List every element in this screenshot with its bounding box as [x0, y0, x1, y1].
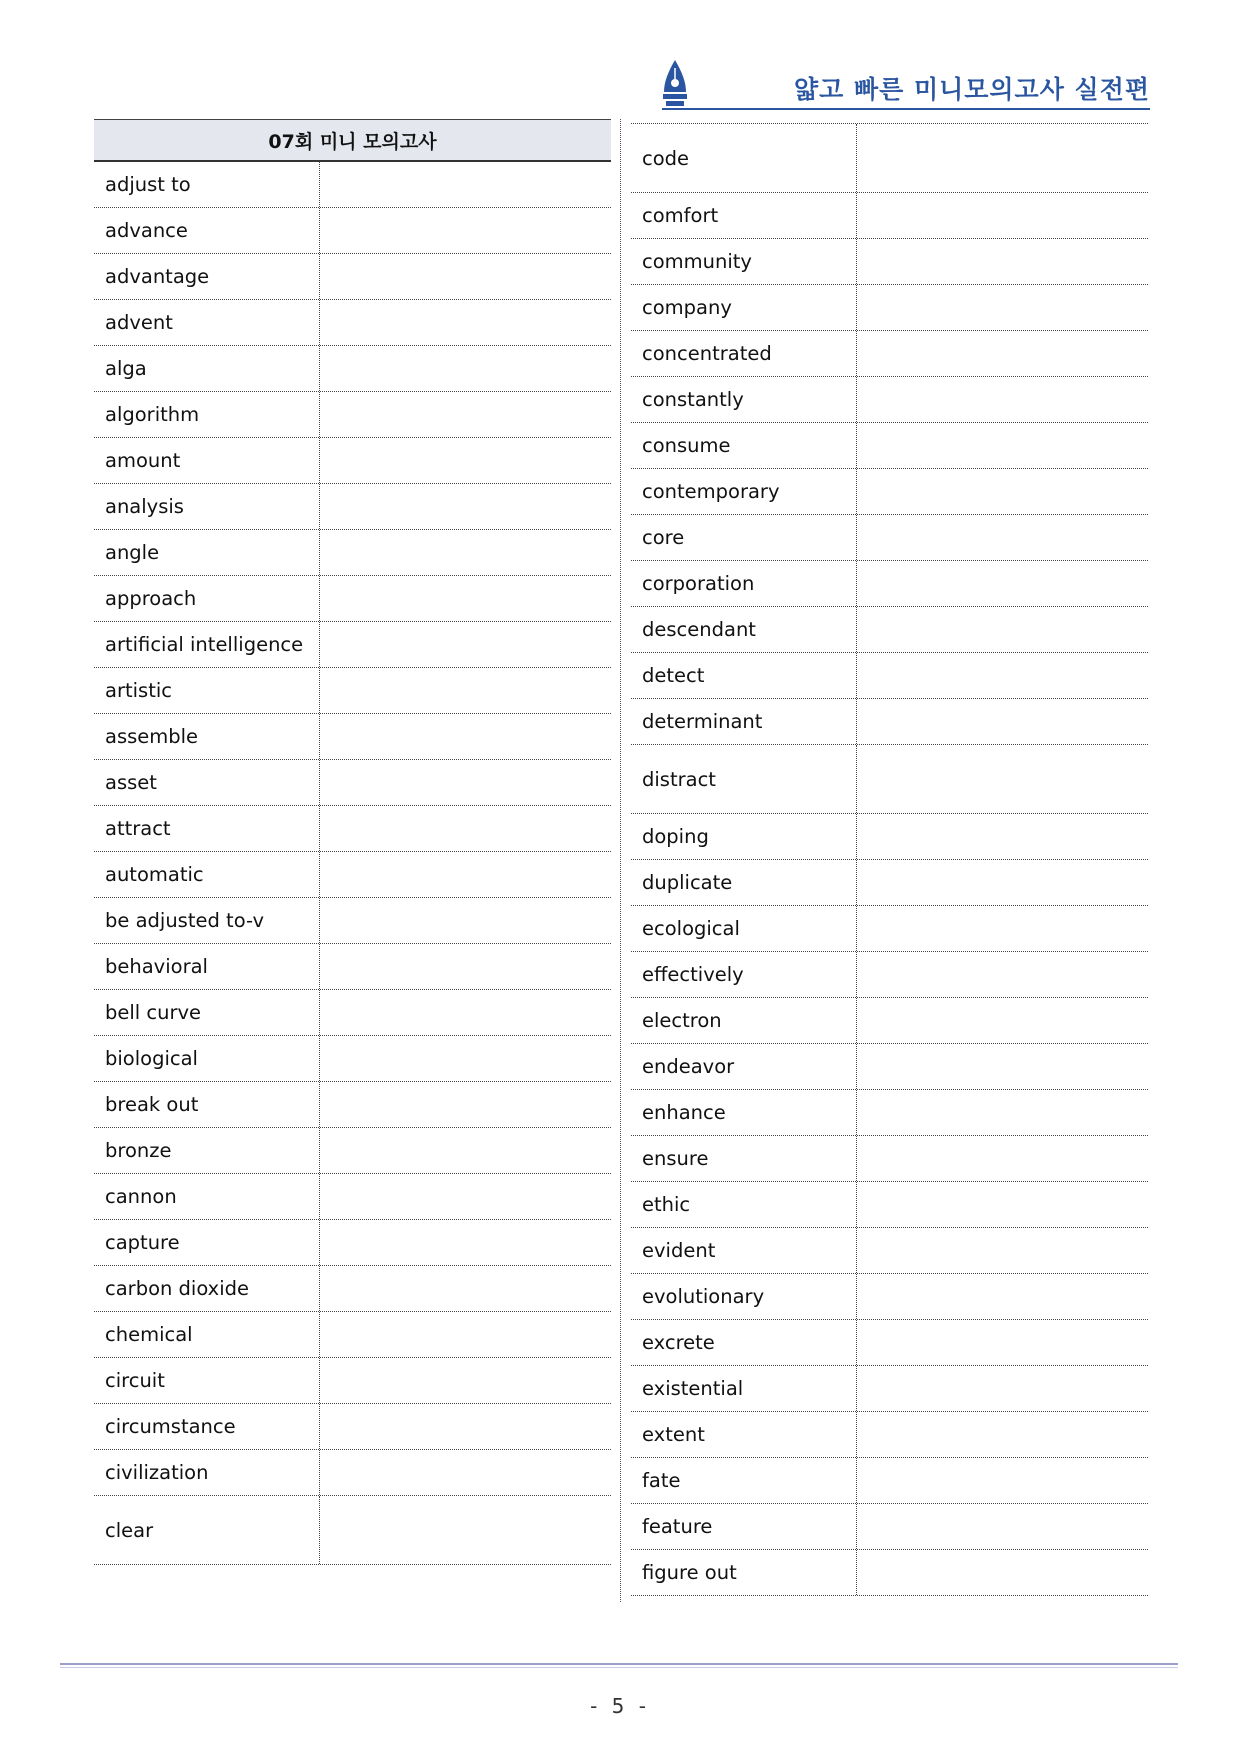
vocab-word: enhance — [631, 1090, 857, 1135]
vocab-word: core — [631, 515, 857, 560]
meaning-blank[interactable] — [320, 622, 611, 667]
meaning-blank[interactable] — [320, 1358, 611, 1403]
vocab-word: analysis — [94, 484, 320, 529]
vocab-word: community — [631, 239, 857, 284]
vocab-word: capture — [94, 1220, 320, 1265]
vocab-word: chemical — [94, 1312, 320, 1357]
table-row — [94, 1128, 611, 1174]
vocab-word: excrete — [631, 1320, 857, 1365]
table-row — [94, 530, 611, 576]
vocab-word: comfort — [631, 193, 857, 238]
vocab-word: attract — [94, 806, 320, 851]
page-header — [660, 52, 1150, 110]
meaning-blank[interactable] — [320, 530, 611, 575]
table-row — [631, 1044, 1148, 1090]
table-row — [94, 1450, 611, 1496]
fountain-pen-nib-icon — [660, 58, 690, 108]
meaning-blank[interactable] — [320, 852, 611, 897]
meaning-blank[interactable] — [857, 1550, 1148, 1595]
right-vocab-table — [631, 119, 1148, 1596]
meaning-blank[interactable] — [320, 990, 611, 1035]
table-row — [631, 745, 1148, 814]
meaning-blank[interactable] — [320, 392, 611, 437]
vocab-word: advent — [94, 300, 320, 345]
meaning-blank[interactable] — [320, 1220, 611, 1265]
table-row — [94, 346, 611, 392]
vocab-word: circuit — [94, 1358, 320, 1403]
vocab-word: artistic — [94, 668, 320, 713]
meaning-blank[interactable] — [857, 515, 1148, 560]
meaning-blank[interactable] — [857, 653, 1148, 698]
meaning-blank[interactable] — [320, 300, 611, 345]
vocab-word: contemporary — [631, 469, 857, 514]
meaning-blank[interactable] — [857, 469, 1148, 514]
meaning-blank[interactable] — [857, 423, 1148, 468]
table-row — [94, 162, 611, 208]
vocab-word: electron — [631, 998, 857, 1043]
vocab-word: approach — [94, 576, 320, 621]
meaning-blank[interactable] — [857, 814, 1148, 859]
vocab-word: circumstance — [94, 1404, 320, 1449]
table-row — [94, 622, 611, 668]
vocab-word: constantly — [631, 377, 857, 422]
table-row — [94, 1036, 611, 1082]
vocab-word: fate — [631, 1458, 857, 1503]
page-number: - 5 - — [590, 1694, 650, 1718]
table-row — [94, 990, 611, 1036]
table-row — [631, 193, 1148, 239]
meaning-blank[interactable] — [857, 906, 1148, 951]
meaning-blank[interactable] — [857, 1136, 1148, 1181]
footer-rule-secondary — [60, 1667, 1178, 1668]
table-row — [94, 760, 611, 806]
vocab-word: carbon dioxide — [94, 1266, 320, 1311]
meaning-blank[interactable] — [320, 208, 611, 253]
meaning-blank[interactable] — [320, 1128, 611, 1173]
vocab-word: consume — [631, 423, 857, 468]
meaning-blank[interactable] — [857, 285, 1148, 330]
meaning-blank[interactable] — [857, 124, 1148, 192]
table-row — [631, 1320, 1148, 1366]
vocab-word: concentrated — [631, 331, 857, 376]
table-row — [94, 1220, 611, 1266]
table-title: 07회 미니 모의고사 — [94, 119, 611, 162]
left-vocab-table — [94, 119, 611, 1565]
meaning-blank[interactable] — [857, 377, 1148, 422]
vocab-word: bell curve — [94, 990, 320, 1035]
meaning-blank[interactable] — [320, 1496, 611, 1564]
meaning-blank[interactable] — [320, 714, 611, 759]
vocab-word: automatic — [94, 852, 320, 897]
meaning-blank[interactable] — [320, 1082, 611, 1127]
meaning-blank[interactable] — [857, 1182, 1148, 1227]
meaning-blank[interactable] — [857, 239, 1148, 284]
vocab-word: asset — [94, 760, 320, 805]
table-row — [94, 392, 611, 438]
meaning-blank[interactable] — [857, 699, 1148, 744]
table-row — [94, 1266, 611, 1312]
vocab-word: effectively — [631, 952, 857, 997]
left-rows — [94, 162, 611, 1565]
meaning-blank[interactable] — [320, 1450, 611, 1495]
table-row — [94, 806, 611, 852]
table-row — [94, 1082, 611, 1128]
table-row — [94, 1358, 611, 1404]
vocab-word: advantage — [94, 254, 320, 299]
header-title: 얇고 빠른 미니모의고사 실전편 — [793, 75, 1150, 104]
vocab-word: clear — [94, 1496, 320, 1564]
vocab-word: assemble — [94, 714, 320, 759]
vocab-word: biological — [94, 1036, 320, 1081]
table-row — [631, 331, 1148, 377]
meaning-blank[interactable] — [320, 484, 611, 529]
table-row — [94, 1404, 611, 1450]
meaning-blank[interactable] — [857, 607, 1148, 652]
table-row — [631, 699, 1148, 745]
vocab-word: civilization — [94, 1450, 320, 1495]
meaning-blank[interactable] — [857, 998, 1148, 1043]
right-rows — [631, 124, 1148, 1596]
table-row — [631, 1504, 1148, 1550]
vocab-word: be adjusted to-v — [94, 898, 320, 943]
meaning-blank[interactable] — [857, 331, 1148, 376]
meaning-blank[interactable] — [320, 944, 611, 989]
vocab-word: bronze — [94, 1128, 320, 1173]
table-row — [94, 898, 611, 944]
table-row — [631, 1182, 1148, 1228]
meaning-blank[interactable] — [857, 193, 1148, 238]
table-row — [94, 852, 611, 898]
meaning-blank[interactable] — [320, 1036, 611, 1081]
meaning-blank[interactable] — [320, 254, 611, 299]
meaning-blank[interactable] — [857, 1090, 1148, 1135]
vocab-word: distract — [631, 745, 857, 813]
meaning-blank[interactable] — [857, 1366, 1148, 1411]
meaning-blank[interactable] — [857, 1320, 1148, 1365]
footer-rule — [60, 1663, 1178, 1665]
table-row — [94, 1174, 611, 1220]
table-row — [631, 1228, 1148, 1274]
meaning-blank[interactable] — [857, 1504, 1148, 1549]
table-row — [631, 285, 1148, 331]
header-rule — [662, 108, 1150, 110]
vocab-word: corporation — [631, 561, 857, 606]
meaning-blank[interactable] — [857, 1228, 1148, 1273]
table-row — [631, 1274, 1148, 1320]
table-row — [631, 515, 1148, 561]
meaning-blank[interactable] — [857, 561, 1148, 606]
table-row — [631, 561, 1148, 607]
vocab-word: break out — [94, 1082, 320, 1127]
table-row — [631, 1136, 1148, 1182]
vocab-word: figure out — [631, 1550, 857, 1595]
vocab-word: company — [631, 285, 857, 330]
table-row — [631, 239, 1148, 285]
meaning-blank[interactable] — [857, 1274, 1148, 1319]
meaning-blank[interactable] — [857, 860, 1148, 905]
table-row — [94, 714, 611, 760]
vocab-word: determinant — [631, 699, 857, 744]
vocab-word: behavioral — [94, 944, 320, 989]
vocab-word: feature — [631, 1504, 857, 1549]
vocab-word: ensure — [631, 1136, 857, 1181]
vocab-word: existential — [631, 1366, 857, 1411]
table-row — [94, 300, 611, 346]
table-row — [631, 469, 1148, 515]
table-row — [94, 254, 611, 300]
meaning-blank[interactable] — [857, 952, 1148, 997]
vocab-word: descendant — [631, 607, 857, 652]
column-divider — [620, 119, 621, 1602]
meaning-blank[interactable] — [857, 745, 1148, 813]
table-row — [631, 814, 1148, 860]
vocab-word: algorithm — [94, 392, 320, 437]
table-row — [631, 124, 1148, 193]
vocab-word: alga — [94, 346, 320, 391]
table-row — [631, 860, 1148, 906]
meaning-blank[interactable] — [320, 668, 611, 713]
table-row — [631, 1090, 1148, 1136]
meaning-blank[interactable] — [320, 346, 611, 391]
vocab-word: ethic — [631, 1182, 857, 1227]
meaning-blank[interactable] — [320, 898, 611, 943]
meaning-blank[interactable] — [857, 1044, 1148, 1089]
table-row — [94, 438, 611, 484]
vocab-word: ecological — [631, 906, 857, 951]
table-row — [94, 208, 611, 254]
table-row — [631, 1550, 1148, 1596]
vocab-word: angle — [94, 530, 320, 575]
table-row — [631, 423, 1148, 469]
meaning-blank[interactable] — [320, 1312, 611, 1357]
table-row — [94, 484, 611, 530]
vocab-word: artificial intelligence — [94, 622, 320, 667]
vocab-word: amount — [94, 438, 320, 483]
table-row — [94, 944, 611, 990]
vocab-word: adjust to — [94, 162, 320, 207]
vocab-word: evident — [631, 1228, 857, 1273]
meaning-blank[interactable] — [320, 806, 611, 851]
vocab-word: doping — [631, 814, 857, 859]
meaning-blank[interactable] — [857, 1458, 1148, 1503]
vocab-word: detect — [631, 653, 857, 698]
table-row — [631, 952, 1148, 998]
meaning-blank[interactable] — [857, 1412, 1148, 1457]
meaning-blank[interactable] — [320, 1266, 611, 1311]
vocab-word: evolutionary — [631, 1274, 857, 1319]
meaning-blank[interactable] — [320, 576, 611, 621]
vocab-word: endeavor — [631, 1044, 857, 1089]
meaning-blank[interactable] — [320, 162, 611, 207]
table-row — [631, 1458, 1148, 1504]
vocab-word: advance — [94, 208, 320, 253]
table-row — [631, 607, 1148, 653]
table-row — [631, 1412, 1148, 1458]
vocab-word: duplicate — [631, 860, 857, 905]
meaning-blank[interactable] — [320, 438, 611, 483]
table-row — [631, 906, 1148, 952]
table-row — [631, 998, 1148, 1044]
table-row — [94, 668, 611, 714]
vocab-word: cannon — [94, 1174, 320, 1219]
table-row — [631, 653, 1148, 699]
vocab-word: extent — [631, 1412, 857, 1457]
table-row — [631, 377, 1148, 423]
vocab-word: code — [631, 124, 857, 192]
table-row — [94, 576, 611, 622]
table-row — [631, 1366, 1148, 1412]
meaning-blank[interactable] — [320, 760, 611, 805]
meaning-blank[interactable] — [320, 1404, 611, 1449]
table-row — [94, 1312, 611, 1358]
meaning-blank[interactable] — [320, 1174, 611, 1219]
table-row — [94, 1496, 611, 1565]
